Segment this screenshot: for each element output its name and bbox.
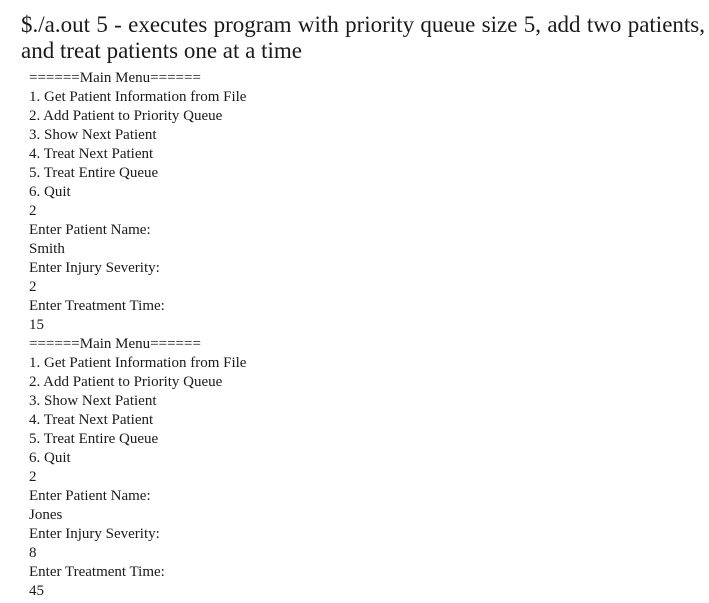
user-input-patient-name: Smith [29, 241, 65, 257]
menu-option-treat-queue: 5. Treat Entire Queue [29, 165, 159, 181]
menu-option-get-file: 1. Get Patient Information from File [29, 89, 247, 105]
user-input-patient-name: Jones [29, 507, 63, 523]
prompt-treatment-time: Enter Treatment Time: [29, 298, 165, 314]
menu-option-add-patient: 2. Add Patient to Priority Queue [29, 108, 223, 124]
prompt-patient-name: Enter Patient Name: [29, 488, 151, 504]
menu-header: ======Main Menu====== [29, 70, 201, 86]
menu-option-quit: 6. Quit [29, 450, 71, 466]
user-input-injury-severity: 2 [29, 279, 37, 295]
menu-option-show-next: 3. Show Next Patient [29, 393, 157, 409]
menu-option-get-file: 1. Get Patient Information from File [29, 355, 247, 371]
user-input-choice: 2 [29, 203, 37, 219]
user-input-choice: 2 [29, 469, 37, 485]
user-input-treatment-time: 45 [29, 583, 44, 599]
user-input-treatment-time: 15 [29, 317, 44, 333]
console-output [29, 69, 246, 601]
prompt-injury-severity: Enter Injury Severity: [29, 526, 160, 542]
menu-header: ======Main Menu====== [29, 336, 201, 352]
command-description: $./a.out 5 - executes program with priority queue size 5, add two patients, and treat patients one at a time [21, 12, 705, 63]
menu-option-treat-next: 4. Treat Next Patient [29, 146, 154, 162]
prompt-injury-severity: Enter Injury Severity: [29, 260, 160, 276]
prompt-treatment-time: Enter Treatment Time: [29, 564, 165, 580]
menu-option-treat-queue: 5. Treat Entire Queue [29, 431, 159, 447]
menu-option-quit: 6. Quit [29, 184, 71, 200]
menu-option-treat-next: 4. Treat Next Patient [29, 412, 154, 428]
menu-option-add-patient: 2. Add Patient to Priority Queue [29, 374, 223, 390]
user-input-injury-severity: 8 [29, 545, 37, 561]
prompt-patient-name: Enter Patient Name: [29, 222, 151, 238]
menu-option-show-next: 3. Show Next Patient [29, 127, 157, 143]
